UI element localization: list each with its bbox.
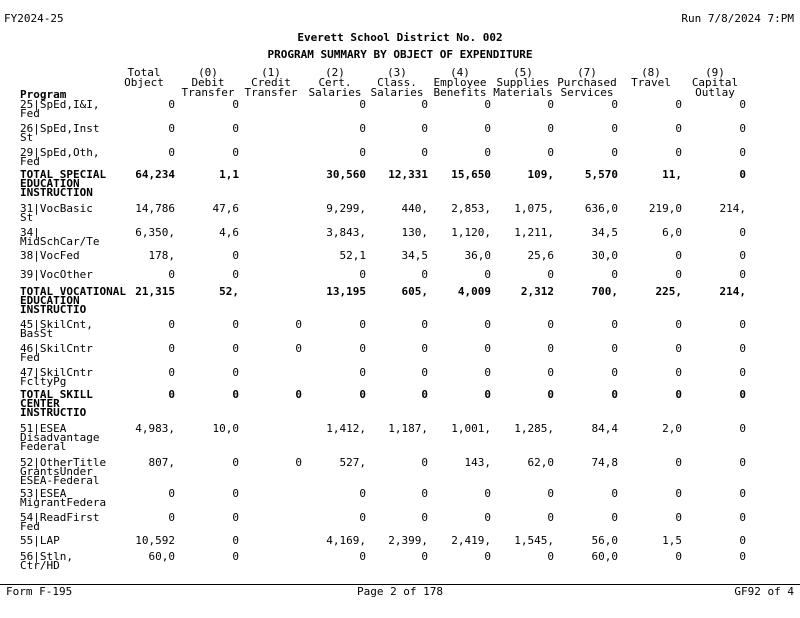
table-cell: 0 bbox=[421, 268, 428, 281]
table-cell: 214, bbox=[719, 202, 746, 215]
table-cell: 0 bbox=[232, 318, 239, 331]
table-cell: 225, bbox=[655, 285, 682, 298]
table-cell: 47,6 bbox=[212, 202, 239, 215]
table-cell: 10,0 bbox=[212, 422, 239, 435]
table-cell: 0 bbox=[484, 511, 491, 524]
table-cell: 0 bbox=[359, 511, 366, 524]
table-cell: 9,299, bbox=[326, 202, 366, 215]
table-cell: 0 bbox=[359, 268, 366, 281]
column-header-line: Purchased bbox=[557, 76, 617, 89]
table-cell: 64,234 bbox=[135, 168, 175, 181]
table-cell: 143, bbox=[464, 456, 491, 469]
column-header-line: Benefits bbox=[433, 86, 487, 99]
table-cell: 0 bbox=[484, 342, 491, 355]
table-cell: 4,983, bbox=[135, 422, 175, 435]
table-cell: 0 bbox=[611, 388, 618, 401]
run-timestamp: Run 7/8/2024 7:PM bbox=[681, 12, 794, 25]
table-cell: 0 bbox=[421, 318, 428, 331]
program-name: 52|OtherTitle GrantsUnder ESEA-Federal bbox=[20, 456, 107, 487]
table-cell: 0 bbox=[232, 249, 239, 262]
table-cell: 1,1 bbox=[219, 168, 239, 181]
table-cell: 0 bbox=[359, 122, 366, 135]
table-cell: 0 bbox=[739, 98, 746, 111]
column-header bbox=[620, 68, 682, 88]
table-cell: 0 bbox=[359, 342, 366, 355]
column-header-line: (4) bbox=[450, 66, 470, 79]
table-cell: 14,786 bbox=[135, 202, 175, 215]
table-cell: 0 bbox=[359, 146, 366, 159]
table-cell: 1,187, bbox=[388, 422, 428, 435]
table-cell: 527, bbox=[339, 456, 366, 469]
table-cell: 60,0 bbox=[148, 550, 175, 563]
table-cell: 1,075, bbox=[514, 202, 554, 215]
table-cell: 0 bbox=[739, 122, 746, 135]
table-cell: 0 bbox=[232, 550, 239, 563]
table-cell: 0 bbox=[295, 342, 302, 355]
table-cell: 0 bbox=[611, 511, 618, 524]
column-header-line: Debit bbox=[191, 76, 225, 89]
table-cell: 0 bbox=[295, 456, 302, 469]
table-cell: 0 bbox=[232, 487, 239, 500]
table-cell: 0 bbox=[232, 268, 239, 281]
table-cell: 0 bbox=[739, 487, 746, 500]
column-header-line: (5) bbox=[513, 66, 533, 79]
table-cell: 0 bbox=[359, 388, 366, 401]
table-cell: 52,1 bbox=[339, 249, 366, 262]
program-name: 31|VocBasic St bbox=[20, 202, 93, 224]
table-cell: 0 bbox=[295, 318, 302, 331]
table-cell: 0 bbox=[168, 366, 175, 379]
table-cell: 0 bbox=[421, 366, 428, 379]
table-cell: 0 bbox=[421, 511, 428, 524]
table-cell: 2,0 bbox=[662, 422, 682, 435]
table-cell: 0 bbox=[484, 98, 491, 111]
column-header bbox=[304, 68, 366, 98]
table-cell: 0 bbox=[484, 487, 491, 500]
table-cell: 2,312 bbox=[520, 285, 554, 298]
table-cell: 0 bbox=[739, 342, 746, 355]
table-cell: 0 bbox=[675, 268, 682, 281]
table-cell: 0 bbox=[611, 487, 618, 500]
table-cell: 0 bbox=[675, 122, 682, 135]
table-cell: 0 bbox=[611, 98, 618, 111]
table-cell: 25,6 bbox=[527, 249, 554, 262]
table-cell: 0 bbox=[484, 146, 491, 159]
table-cell: 74,8 bbox=[591, 456, 618, 469]
table-cell: 0 bbox=[675, 550, 682, 563]
table-cell: 0 bbox=[484, 318, 491, 331]
table-cell: 0 bbox=[168, 268, 175, 281]
table-cell: 2,399, bbox=[388, 534, 428, 547]
table-cell: 0 bbox=[739, 388, 746, 401]
table-cell: 0 bbox=[739, 226, 746, 239]
table-cell: 0 bbox=[547, 511, 554, 524]
table-cell: 84,4 bbox=[591, 422, 618, 435]
table-cell: 0 bbox=[168, 487, 175, 500]
table-cell: 2,419, bbox=[451, 534, 491, 547]
table-cell: 0 bbox=[421, 98, 428, 111]
table-cell: 178, bbox=[148, 249, 175, 262]
column-header-line: (7) bbox=[577, 66, 597, 79]
program-name: 39|VocOther bbox=[20, 268, 93, 281]
table-cell: 52, bbox=[219, 285, 239, 298]
table-cell: 0 bbox=[232, 146, 239, 159]
column-header-line: Salaries bbox=[308, 86, 362, 99]
table-cell: 1,412, bbox=[326, 422, 366, 435]
column-header-line: Credit bbox=[251, 76, 291, 89]
table-cell: 1,120, bbox=[451, 226, 491, 239]
table-cell: 10,592 bbox=[135, 534, 175, 547]
table-cell: 6,350, bbox=[135, 226, 175, 239]
table-cell: 0 bbox=[232, 366, 239, 379]
table-cell: 0 bbox=[168, 146, 175, 159]
table-cell: 0 bbox=[168, 342, 175, 355]
report-title: PROGRAM SUMMARY BY OBJECT OF EXPENDITURE bbox=[267, 48, 533, 61]
column-header-line: (0) bbox=[198, 66, 218, 79]
column-header bbox=[113, 68, 175, 88]
table-cell: 0 bbox=[168, 511, 175, 524]
program-name: 54|ReadFirst Fed bbox=[20, 511, 100, 533]
table-cell: 0 bbox=[359, 98, 366, 111]
table-cell: 3,843, bbox=[326, 226, 366, 239]
table-cell: 30,0 bbox=[591, 249, 618, 262]
table-cell: 0 bbox=[675, 146, 682, 159]
table-cell: 219,0 bbox=[648, 202, 682, 215]
table-cell: 1,285, bbox=[514, 422, 554, 435]
column-header-line: Capital bbox=[691, 76, 739, 89]
table-cell: 56,0 bbox=[591, 534, 618, 547]
district-title: Everett School District No. 002 bbox=[297, 31, 503, 44]
program-name: TOTAL VOCATIONAL EDUCATION INSTRUCTIO bbox=[20, 285, 126, 316]
table-cell: 30,560 bbox=[326, 168, 366, 181]
table-cell: 0 bbox=[168, 98, 175, 111]
program-name: 29|SpEd,Oth, Fed bbox=[20, 146, 100, 168]
column-header-line: Transfer bbox=[244, 86, 298, 99]
report-code: GF92 of 4 bbox=[734, 585, 794, 598]
table-cell: 0 bbox=[484, 550, 491, 563]
column-header-line: Object bbox=[124, 76, 164, 89]
program-name: 47|SkilCntr FcltyPg bbox=[20, 366, 93, 388]
program-name: TOTAL SKILL CENTER INSTRUCTIO bbox=[20, 388, 93, 419]
table-cell: 109, bbox=[527, 168, 554, 181]
column-header bbox=[492, 68, 554, 98]
table-cell: 0 bbox=[739, 534, 746, 547]
table-cell: 440, bbox=[401, 202, 428, 215]
table-cell: 0 bbox=[232, 534, 239, 547]
program-name: 46|SkilCntr Fed bbox=[20, 342, 93, 364]
fiscal-year-label: FY2024-25 bbox=[4, 12, 64, 25]
column-header-line: Total bbox=[127, 66, 161, 79]
table-cell: 15,650 bbox=[451, 168, 491, 181]
table-cell: 2,853, bbox=[451, 202, 491, 215]
table-cell: 0 bbox=[739, 146, 746, 159]
table-cell: 0 bbox=[421, 342, 428, 355]
table-cell: 0 bbox=[675, 249, 682, 262]
form-number: Form F-195 bbox=[6, 585, 73, 598]
table-cell: 0 bbox=[675, 318, 682, 331]
column-header bbox=[684, 68, 746, 98]
column-header-line: (1) bbox=[261, 66, 281, 79]
column-header-line: (3) bbox=[387, 66, 407, 79]
table-cell: 60,0 bbox=[591, 550, 618, 563]
table-cell: 0 bbox=[484, 268, 491, 281]
program-name: 56|Stln, Ctr/HD bbox=[20, 550, 73, 572]
table-cell: 0 bbox=[295, 388, 302, 401]
program-name: TOTAL SPECIAL EDUCATION INSTRUCTION bbox=[20, 168, 107, 199]
table-cell: 0 bbox=[359, 318, 366, 331]
table-cell: 0 bbox=[547, 98, 554, 111]
table-cell: 0 bbox=[168, 318, 175, 331]
program-name: 26|SpEd,Inst St bbox=[20, 122, 100, 144]
program-column-header: Program bbox=[20, 88, 67, 101]
column-header-line: Transfer bbox=[181, 86, 235, 99]
table-cell: 0 bbox=[675, 366, 682, 379]
table-cell: 0 bbox=[547, 550, 554, 563]
program-name: 45|SkilCnt, BasSt bbox=[20, 318, 93, 340]
table-cell: 34,5 bbox=[591, 226, 618, 239]
program-name: 55|LAP bbox=[20, 534, 60, 547]
table-cell: 62,0 bbox=[527, 456, 554, 469]
table-cell: 1,545, bbox=[514, 534, 554, 547]
table-cell: 5,570 bbox=[584, 168, 618, 181]
table-cell: 0 bbox=[739, 268, 746, 281]
table-cell: 0 bbox=[611, 268, 618, 281]
table-cell: 636,0 bbox=[584, 202, 618, 215]
table-cell: 0 bbox=[421, 550, 428, 563]
table-cell: 0 bbox=[484, 366, 491, 379]
table-cell: 4,169, bbox=[326, 534, 366, 547]
table-cell: 0 bbox=[611, 122, 618, 135]
table-cell: 0 bbox=[484, 122, 491, 135]
table-cell: 0 bbox=[547, 318, 554, 331]
table-cell: 0 bbox=[547, 146, 554, 159]
table-cell: 0 bbox=[547, 366, 554, 379]
table-cell: 21,315 bbox=[135, 285, 175, 298]
table-cell: 0 bbox=[359, 487, 366, 500]
table-cell: 0 bbox=[739, 249, 746, 262]
table-cell: 0 bbox=[232, 511, 239, 524]
column-header-line: Travel bbox=[631, 76, 671, 89]
table-cell: 0 bbox=[611, 146, 618, 159]
table-cell: 0 bbox=[675, 342, 682, 355]
table-cell: 0 bbox=[547, 388, 554, 401]
column-header-line: Outlay bbox=[695, 86, 735, 99]
column-header bbox=[556, 68, 618, 98]
column-header bbox=[366, 68, 428, 98]
table-cell: 11, bbox=[662, 168, 682, 181]
table-cell: 0 bbox=[739, 456, 746, 469]
program-name: 53|ESEA MigrantFedera bbox=[20, 487, 107, 509]
table-cell: 6,0 bbox=[662, 226, 682, 239]
page-number: Page 2 of 178 bbox=[356, 585, 444, 598]
program-name: 38|VocFed bbox=[20, 249, 80, 262]
table-cell: 0 bbox=[359, 366, 366, 379]
table-cell: 0 bbox=[232, 122, 239, 135]
table-cell: 0 bbox=[547, 342, 554, 355]
column-header-line: (9) bbox=[705, 66, 725, 79]
table-cell: 0 bbox=[547, 487, 554, 500]
table-cell: 0 bbox=[675, 456, 682, 469]
table-cell: 0 bbox=[421, 146, 428, 159]
table-cell: 0 bbox=[675, 511, 682, 524]
column-header-line: (2) bbox=[325, 66, 345, 79]
table-cell: 605, bbox=[401, 285, 428, 298]
table-cell: 0 bbox=[421, 456, 428, 469]
table-cell: 0 bbox=[421, 487, 428, 500]
table-cell: 0 bbox=[675, 388, 682, 401]
table-cell: 130, bbox=[401, 226, 428, 239]
table-cell: 4,009 bbox=[457, 285, 491, 298]
column-header bbox=[177, 68, 239, 98]
table-cell: 12,331 bbox=[388, 168, 428, 181]
table-cell: 0 bbox=[675, 487, 682, 500]
table-cell: 1,211, bbox=[514, 226, 554, 239]
table-cell: 700, bbox=[591, 285, 618, 298]
table-cell: 807, bbox=[148, 456, 175, 469]
column-header-line: Services bbox=[560, 86, 614, 99]
table-cell: 0 bbox=[675, 98, 682, 111]
table-cell: 36,0 bbox=[464, 249, 491, 262]
program-name: 34| MidSchCar/Te bbox=[20, 226, 100, 248]
table-cell: 0 bbox=[232, 456, 239, 469]
table-cell: 0 bbox=[168, 122, 175, 135]
table-cell: 0 bbox=[168, 388, 175, 401]
column-header-line: Class. bbox=[377, 76, 417, 89]
table-cell: 0 bbox=[232, 388, 239, 401]
table-cell: 34,5 bbox=[401, 249, 428, 262]
table-cell: 0 bbox=[739, 168, 746, 181]
table-cell: 4,6 bbox=[219, 226, 239, 239]
table-cell: 0 bbox=[739, 366, 746, 379]
column-header-line: (8) bbox=[641, 66, 661, 79]
program-name: 25|SpEd,I&I, Fed bbox=[20, 98, 100, 120]
table-cell: 0 bbox=[232, 98, 239, 111]
table-cell: 1,5 bbox=[662, 534, 682, 547]
table-cell: 0 bbox=[611, 366, 618, 379]
table-cell: 0 bbox=[547, 268, 554, 281]
column-header-line: Supplies bbox=[496, 76, 550, 89]
table-cell: 1,001, bbox=[451, 422, 491, 435]
table-cell: 0 bbox=[611, 342, 618, 355]
table-cell: 0 bbox=[739, 318, 746, 331]
column-header bbox=[240, 68, 302, 98]
table-cell: 0 bbox=[739, 550, 746, 563]
table-cell: 0 bbox=[739, 511, 746, 524]
column-header-line: Employee bbox=[433, 76, 487, 89]
table-cell: 0 bbox=[359, 550, 366, 563]
program-name: 51|ESEA Disadvantage Federal bbox=[20, 422, 100, 453]
column-header-line: Cert. bbox=[318, 76, 352, 89]
table-cell: 0 bbox=[421, 388, 428, 401]
table-cell: 214, bbox=[719, 285, 746, 298]
table-cell: 0 bbox=[739, 422, 746, 435]
column-header-line: Materials bbox=[493, 86, 553, 99]
table-cell: 0 bbox=[421, 122, 428, 135]
table-cell: 13,195 bbox=[326, 285, 366, 298]
table-cell: 0 bbox=[611, 318, 618, 331]
table-cell: 0 bbox=[232, 342, 239, 355]
column-header bbox=[429, 68, 491, 98]
table-cell: 0 bbox=[547, 122, 554, 135]
column-header-line: Salaries bbox=[370, 86, 424, 99]
table-cell: 0 bbox=[484, 388, 491, 401]
